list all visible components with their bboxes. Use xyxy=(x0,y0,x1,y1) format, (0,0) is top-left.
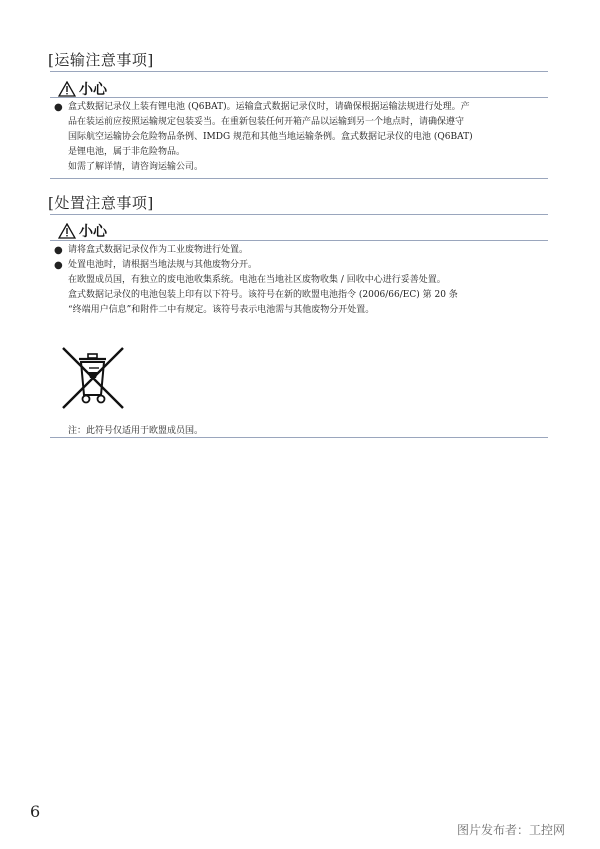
transport-title-rule xyxy=(50,71,548,72)
warning-triangle-icon xyxy=(58,81,76,97)
transport-caution-heading xyxy=(58,79,107,99)
text-line: 是锂电池，属于非危险物品。 xyxy=(68,147,186,157)
disposal-caution-body xyxy=(54,243,548,318)
list-item xyxy=(54,243,548,258)
list-item xyxy=(54,258,548,273)
page-number: 6 xyxy=(30,802,41,821)
disposal-caution-heading xyxy=(58,221,107,241)
list-item xyxy=(54,100,548,175)
text-line: 国际航空运输协会危险物品条例、IMDG 规范和其他当地运输条例。盒式数据记录仪的电池 (Q6BAT) xyxy=(68,132,473,142)
disposal-title-rule xyxy=(50,214,548,215)
disposal-caution-label: 小心 xyxy=(79,224,107,240)
text-line: 品在装运前应按照运输规定包装妥当。在重新包装任何开箱产品以运输到另一个地点时，请确保遵守 xyxy=(68,117,465,127)
transport-caution-body xyxy=(54,100,548,175)
crossed-out-wheeled-bin-icon xyxy=(60,345,126,411)
disposal-note: 注：此符号仅适用于欧盟成员国。 xyxy=(68,426,204,436)
disposal-caution-rule xyxy=(50,240,548,241)
text-line: “终端用户信息”和附件二中有规定。该符号表示电池需与其他废物分开处置。 xyxy=(68,305,375,315)
text-line: 盒式数据记录仪的电池包装上印有以下符号。该符号在新的欧盟电池指令 (2006/66/EC) 第 20 条 xyxy=(68,290,458,300)
bullet-icon: ● xyxy=(54,245,63,256)
transport-section-end-rule xyxy=(50,178,548,179)
disposal-section-title: [处置注意事项] xyxy=(48,194,154,212)
text-line: 在欧盟成员国，有独立的废电池收集系统。电池在当地社区废物收集 / 回收中心进行妥善处置。 xyxy=(68,275,446,285)
warning-triangle-icon xyxy=(58,223,76,239)
text-line: 请将盒式数据记录仪作为工业废物进行处置。 xyxy=(68,245,249,255)
text-line: 如需了解详情，请咨询运输公司。 xyxy=(68,162,204,172)
transport-section-title: [运输注意事项] xyxy=(48,51,154,69)
watermark-text: 图片发布者：工控网 xyxy=(457,823,566,837)
bullet-icon: ● xyxy=(54,260,63,271)
disposal-section-end-rule xyxy=(50,437,548,438)
transport-caution-rule xyxy=(50,97,548,98)
text-line: 盒式数据记录仪上装有锂电池 (Q6BAT)。运输盒式数据记录仪时，请确保根据运输法规进行处理。产 xyxy=(68,102,470,112)
text-line: 处置电池时，请根据当地法规与其他废物分开。 xyxy=(68,260,258,270)
transport-caution-label: 小心 xyxy=(79,82,107,98)
bullet-icon: ● xyxy=(54,102,63,113)
disposal-paragraph xyxy=(54,273,548,318)
